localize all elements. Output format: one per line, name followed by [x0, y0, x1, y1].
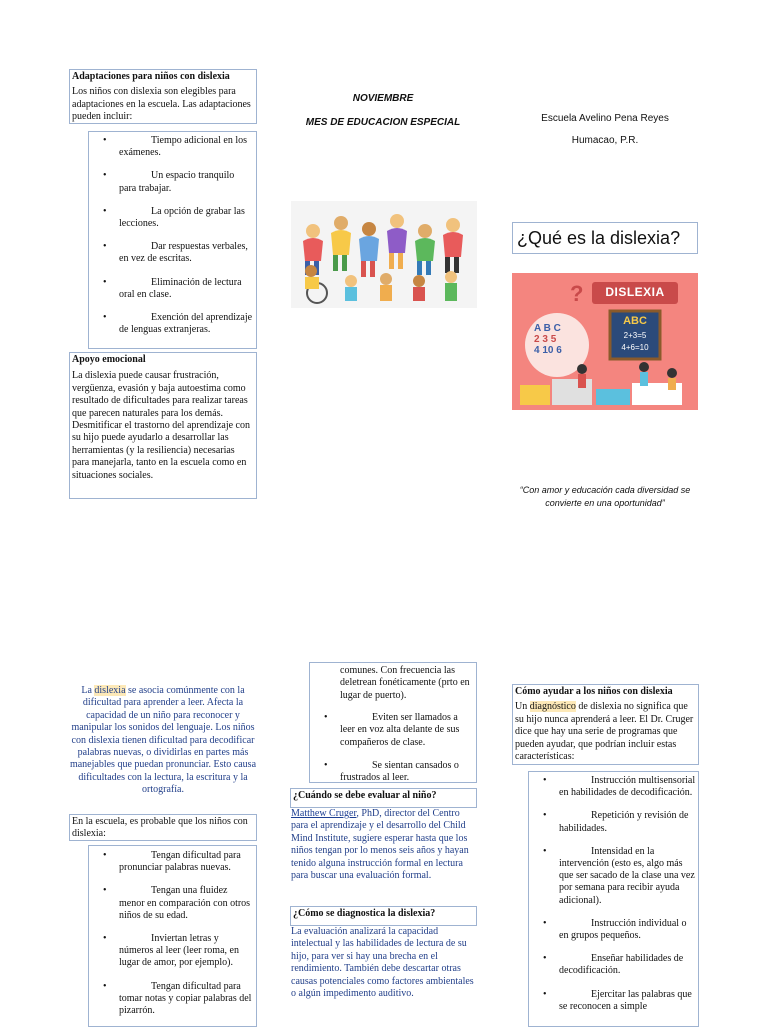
list-item: • Intensidad en la intervención (esto es, algo más que ser sacado de la clase una vez por semana para recibir ayuda adicional). — [543, 845, 695, 906]
adaptations-list — [89, 135, 254, 336]
child-figure — [331, 216, 351, 271]
emotional-support-title: Apoyo emocional — [72, 354, 146, 365]
when-evaluate-body: Matthew Cruger, PhD, director del Centro para el aprendizaje y el desarrollo del Child Mind Institute, sugiere esperar hasta que los niños tengan por lo menos seis años y hayan tenido alguna instrucción formal en lectura para buscar una evaluación formal. — [291, 808, 469, 882]
child-figure — [445, 271, 457, 301]
programs-list — [529, 775, 696, 1013]
list-item: • Tengan dificultad para tomar notas y copiar palabras del pizarrón. — [103, 980, 252, 1017]
month-subtitle: MES DE EDUCACION ESPECIAL — [305, 117, 461, 128]
cover-question: ¿Qué es la dislexia? — [517, 228, 681, 248]
how-help-title: Cómo ayudar a los niños con dislexia — [515, 686, 673, 697]
school-signs-intro-box — [69, 814, 257, 841]
list-item: • Instrucción individual o en grupos pequeños. — [543, 917, 687, 942]
list-item: • Dar respuestas verbales, en vez de escritas. — [103, 241, 248, 265]
list-item: • Eliminación de lectura oral en clase. — [103, 276, 242, 300]
child-figure — [443, 218, 463, 273]
school-signs-list-box — [88, 845, 257, 1027]
list-item: • Tengan dificultad para pronunciar palabras nuevas. — [103, 850, 241, 874]
child-figure — [415, 224, 435, 275]
continuation-list-box — [309, 662, 477, 783]
how-diagnose-title-box — [290, 906, 477, 926]
poster-math-2: 4+6=10 — [621, 343, 649, 352]
list-item: • Inviertan letras y números al leer (leer roma, en lugar de amor, por ejemplo). — [103, 933, 239, 969]
continuation-list — [310, 712, 472, 784]
how-help-body: Un diagnóstico de dislexia no significa que su hijo nunca aprenderá a leer. El Dr. Cruger dice que hay una serie de programas que pueden ayudar, que podrían incluir estas características: — [515, 701, 694, 763]
adaptations-title-box — [69, 69, 257, 124]
child-figure — [380, 273, 392, 301]
school-name: Escuela Avelino Pena Reyes — [541, 113, 669, 124]
children-illustration-svg — [291, 201, 477, 308]
continuation-lead: comunes. Con frecuencia las deletrean fonéticamente (prto en lugar de puerto). — [340, 665, 470, 701]
adaptations-intro: Los niños con dislexia son elegibles para adaptaciones en la escuela. Las adaptaciones pueden incluir: — [72, 86, 251, 123]
children-illustration — [291, 201, 477, 308]
poster-title: DISLEXIA — [605, 285, 665, 299]
when-evaluate-title: ¿Cuándo se debe evaluar al niño? — [293, 790, 437, 801]
list-item: • Instrucción multisensorial en habilidades de decodificación. — [543, 775, 696, 799]
list-item: • Tiempo adicional en los exámenes. — [103, 135, 248, 159]
how-diagnose-body: La evaluación analizará la capacidad intelectual y las habilidades de lectura de su hijo, para ver si hay una brecha en el rendimiento. También debe descartar otras causas potenciales como factores ambientales o algún impedimento auditivo. — [291, 926, 474, 1000]
list-item: • Enseñar habilidades de decodificación. — [543, 953, 684, 977]
diagnosis-term: diagnóstico — [529, 701, 576, 713]
poster-head-letters: A B C 2 3 5 4 10 6 — [534, 323, 562, 356]
matthew-cruger-link[interactable]: Matthew Cruger — [291, 808, 357, 819]
list-item: • La opción de grabar las lecciones. — [103, 205, 245, 230]
list-item: • Un espacio tranquilo para trabajar. — [103, 170, 235, 194]
school-signs-intro: En la escuela, es probable que los niños con dislexia: — [72, 816, 248, 840]
cover-question-box — [512, 222, 698, 254]
month-title: NOVIEMBRE — [352, 93, 414, 104]
svg-text:?: ? — [570, 281, 584, 306]
child-figure — [413, 275, 425, 301]
when-evaluate-title-box — [290, 788, 477, 808]
how-diagnose-title: ¿Cómo se diagnostica la dislexia? — [293, 908, 436, 919]
cover-quote: “Con amor y educación cada diversidad se convierte en una oportunidad” — [519, 485, 691, 508]
dyslexia-term: dislexia — [94, 685, 126, 696]
poster-board-letters: ABC — [623, 315, 647, 327]
how-help-box — [512, 684, 699, 765]
poster-math-1: 2+3=5 — [623, 331, 647, 340]
dyslexia-definition: La dislexia se asocia comúnmente con la dificultad para aprender a leer. Afecta la capacidad de un niño para reconocer y manipular los sonidos del lenguaje. Los niños con dislexia tienen dificultad para decodificar palabras nuevas, o dividirlas en partes más manejables que puedan pronunciar. Esto causa dificultades con la lectura, la escritura y la ortografía. — [69, 685, 257, 796]
school-city: Humacao, P.R. — [571, 135, 639, 146]
list-item: • Exención del aprendizaje de lenguas extranjeras. — [103, 312, 253, 336]
list-item: • Ejercitar las palabras que se reconocen a simple — [543, 988, 692, 1012]
list-item: • Eviten ser llamados a leer en voz alta delante de sus compañeros de clase. — [324, 712, 460, 748]
list-item: • Repetición y revisión de habilidades. — [543, 810, 689, 834]
school-signs-list — [89, 850, 254, 1017]
adaptations-title: Adaptaciones para niños con dislexia — [72, 71, 230, 82]
child-figure — [345, 275, 357, 301]
emotional-support-body: La dislexia puede causar frustración, vergüenza, evasión y baja autoestima como resultado de dificultades para realizar tareas que parecen naturales para los demás. Desmitificar el trastorno del aprendizaje con su hijo puede ayudarlo a desarrollar las herramientas (y la resiliencia) necesarias para manejarla, tanto en la escuela como en situaciones sociales. — [72, 370, 250, 481]
child-figure — [387, 214, 407, 269]
dyslexia-poster — [512, 273, 698, 410]
programs-list-box — [528, 771, 699, 1027]
wheelchair-child — [305, 265, 327, 303]
list-item: • Se sientan cansados o frustrados al leer. — [324, 759, 459, 784]
emotional-support-box — [69, 352, 257, 499]
child-figure — [359, 222, 379, 277]
list-item: • Tengan una fluidez menor en comparación con otros niños de su edad. — [103, 885, 251, 921]
adaptations-list-box — [88, 131, 257, 349]
